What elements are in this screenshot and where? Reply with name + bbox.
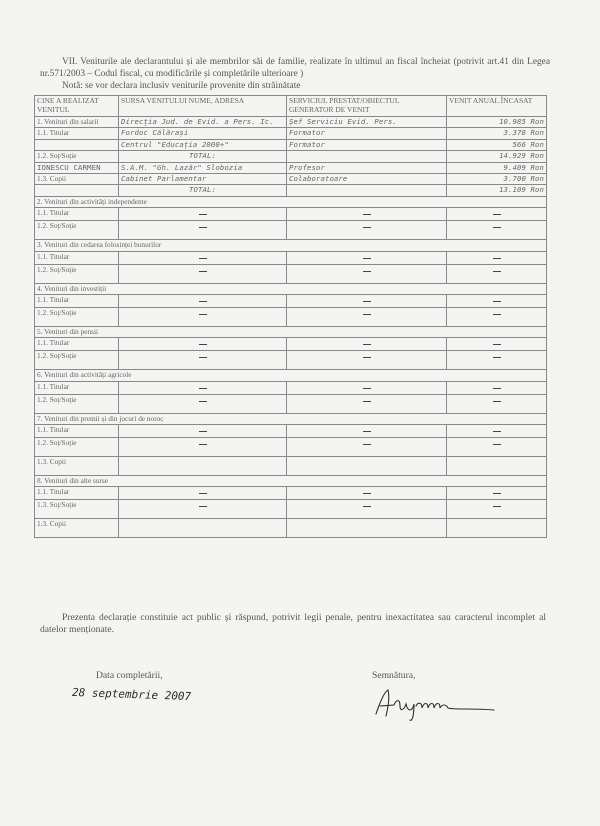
handwritten-source: Fordoc Călărași [119, 128, 287, 139]
row-label: 1.3. Soț/Soție [35, 500, 119, 519]
handwritten-amount: 9.409 Ron [447, 162, 547, 173]
table-row [35, 438, 547, 457]
table-row [35, 425, 547, 438]
table-row [35, 251, 547, 264]
dash-cell [119, 500, 287, 519]
empty-cell [287, 519, 447, 538]
header-service: SERVICIUL PRESTAT/OBIECTUL GENERATOR DE VENIT [287, 96, 447, 117]
table-row [35, 413, 547, 424]
section-label: 6. Venituri din activități agricole [35, 370, 547, 381]
dash-cell [287, 221, 447, 240]
row-label: 1.3. Copii [35, 173, 119, 184]
row-label: 1.2. Soț/Soție [35, 351, 119, 370]
table-row [35, 338, 547, 351]
handwritten-source: S.A.M. "Gh. Lazăr" Slobozia [119, 162, 287, 173]
row-label: 1.2. Soț/Soție [35, 264, 119, 283]
dash-cell [119, 221, 287, 240]
section-heading: VII. Veniturile ale declarantului și ale membrilor săi de familie, realizate în ultimul an fiscal încheiat (potrivit art.41 din Legea nr.571/2003 – Codul fiscal, cu modificările și completările ulterioare ) [40, 57, 550, 79]
row-label: 1.2. Soț/Soție [35, 438, 119, 457]
section-label: 3. Venituri din cedarea folosinței bunurilor [35, 240, 547, 251]
dash-cell [119, 338, 287, 351]
dash-cell [447, 487, 547, 500]
row-label: 1.1. Titular [35, 338, 119, 351]
row-label: 1.1. Titular [35, 208, 119, 221]
table-row [35, 370, 547, 381]
row-label: 1.1. Titular [35, 425, 119, 438]
empty-cell [287, 457, 447, 476]
row-label [35, 185, 119, 196]
handwritten-source: Direcția Jud. de Evid. a Pers. Ic. [119, 117, 287, 128]
dash-cell [447, 221, 547, 240]
dash-cell [287, 425, 447, 438]
handwritten-total: 13.109 Ron [447, 185, 547, 196]
handwritten-service: Formator [287, 128, 447, 139]
dash-cell [447, 381, 547, 394]
header-source: SURSA VENITULUI NUME, ADRESA [119, 96, 287, 117]
handwritten-amount: 566 Ron [447, 139, 547, 150]
row-label: 1.3. Copii [35, 519, 119, 538]
dash-cell [119, 251, 287, 264]
row-label: 1.2. Soț/Soție [35, 151, 119, 162]
dash-cell [119, 438, 287, 457]
handwritten-total-label: TOTAL: [119, 151, 287, 162]
handwritten-amount: 3.700 Ron [447, 173, 547, 184]
handwritten-date: 28 septembrie 2007 [71, 685, 192, 704]
section-label: 5. Venituri din pensii [35, 326, 547, 337]
table-row [35, 307, 547, 326]
table-row [35, 139, 547, 150]
row-label: 1.1. Titular [35, 128, 119, 139]
table-header [35, 96, 547, 117]
table-row [35, 264, 547, 283]
section-label: 7. Venituri din premii și din jocuri de noroc [35, 413, 547, 424]
table-row [35, 326, 547, 337]
dash-cell [447, 438, 547, 457]
dash-cell [287, 351, 447, 370]
dash-cell [447, 500, 547, 519]
table-row [35, 487, 547, 500]
dash-cell [119, 307, 287, 326]
footer-statement [40, 612, 546, 636]
header-amount: VENIT ANUAL ÎNCASAT [447, 96, 547, 117]
section-note: Notă: se vor declara inclusiv veniturile provenite din străinătate [62, 81, 301, 91]
dash-cell [447, 264, 547, 283]
empty-cell [119, 457, 287, 476]
handwritten-amount: 10.985 Ron [447, 117, 547, 128]
section-intro [40, 56, 550, 92]
dash-cell [119, 351, 287, 370]
row-label: 1.1. Titular [35, 251, 119, 264]
dash-cell [287, 294, 447, 307]
dash-cell [287, 264, 447, 283]
row-label: 1.1. Titular [35, 381, 119, 394]
table-row [35, 457, 547, 476]
dash-cell [287, 438, 447, 457]
dash-cell [119, 294, 287, 307]
dash-cell [447, 338, 547, 351]
dash-cell [287, 251, 447, 264]
table-row [35, 381, 547, 394]
signature-mark [370, 686, 500, 722]
handwritten-total: 14.929 Ron [447, 151, 547, 162]
handwritten-service: Formator [287, 139, 447, 150]
table-row [35, 283, 547, 294]
signature-label: Semnătura, [372, 670, 416, 681]
dash-cell [287, 208, 447, 221]
dash-cell [119, 264, 287, 283]
dash-cell [447, 307, 547, 326]
dash-cell [287, 338, 447, 351]
dash-cell [287, 394, 447, 413]
table-row [35, 221, 547, 240]
table-row [35, 394, 547, 413]
table-row [35, 476, 547, 487]
handwritten-source: Cabinet Parlamentar [119, 173, 287, 184]
dash-cell [447, 251, 547, 264]
dash-cell [119, 208, 287, 221]
row-label: 1.3. Copii [35, 457, 119, 476]
table-row [35, 162, 547, 173]
dash-cell [119, 381, 287, 394]
row-label: 1.1. Titular [35, 487, 119, 500]
dash-cell [119, 394, 287, 413]
dash-cell [287, 381, 447, 394]
dash-cell [287, 500, 447, 519]
table-row [35, 196, 547, 207]
dash-cell [447, 294, 547, 307]
table-row [35, 117, 547, 128]
header-who: CINE A REALIZAT VENITUL [35, 96, 119, 117]
dash-cell [119, 425, 287, 438]
handwritten-source: Centrul "Educația 2000+" [119, 139, 287, 150]
table-row [35, 500, 547, 519]
table-row [35, 240, 547, 251]
section-label: 1. Venituri din salarii [35, 117, 119, 128]
row-label: 1.1. Titular [35, 294, 119, 307]
section-label: 2. Venituri din activități independente [35, 196, 547, 207]
section-label: 8. Venituri din alte surse [35, 476, 547, 487]
dash-cell [447, 351, 547, 370]
row-label [35, 139, 119, 150]
row-label: 1.2. Soț/Soție [35, 307, 119, 326]
table-row [35, 208, 547, 221]
handwritten-name: IONESCU CARMEN [35, 162, 119, 173]
dash-cell [447, 208, 547, 221]
dash-cell [447, 394, 547, 413]
table-row [35, 294, 547, 307]
row-label: 1.2. Soț/Soție [35, 394, 119, 413]
dash-cell [287, 307, 447, 326]
handwritten-amount: 3.378 Ron [447, 128, 547, 139]
handwritten-service: Colaboratoare [287, 173, 447, 184]
handwritten-service: Profesor [287, 162, 447, 173]
handwritten-service: Șef Serviciu Evid. Pers. [287, 117, 447, 128]
section-label: 4. Venituri din investiții [35, 283, 547, 294]
empty-cell [447, 519, 547, 538]
table-row [35, 151, 547, 162]
row-label: 1.2. Soț/Soție [35, 221, 119, 240]
empty-cell [287, 185, 447, 196]
table-row [35, 173, 547, 184]
dash-cell [447, 425, 547, 438]
dash-cell [119, 487, 287, 500]
table-row [35, 128, 547, 139]
statement-text: Prezenta declarație constituie act public și răspund, potrivit legii penale, pentru inexactitatea sau caracterul incomplet al datelor menționate. [40, 612, 546, 635]
date-label: Data completării, [96, 670, 163, 681]
empty-cell [447, 457, 547, 476]
handwritten-total-label: TOTAL: [119, 185, 287, 196]
table-row [35, 185, 547, 196]
empty-cell [287, 151, 447, 162]
table-row [35, 519, 547, 538]
table-row [35, 351, 547, 370]
dash-cell [287, 487, 447, 500]
income-table [34, 95, 547, 538]
empty-cell [119, 519, 287, 538]
